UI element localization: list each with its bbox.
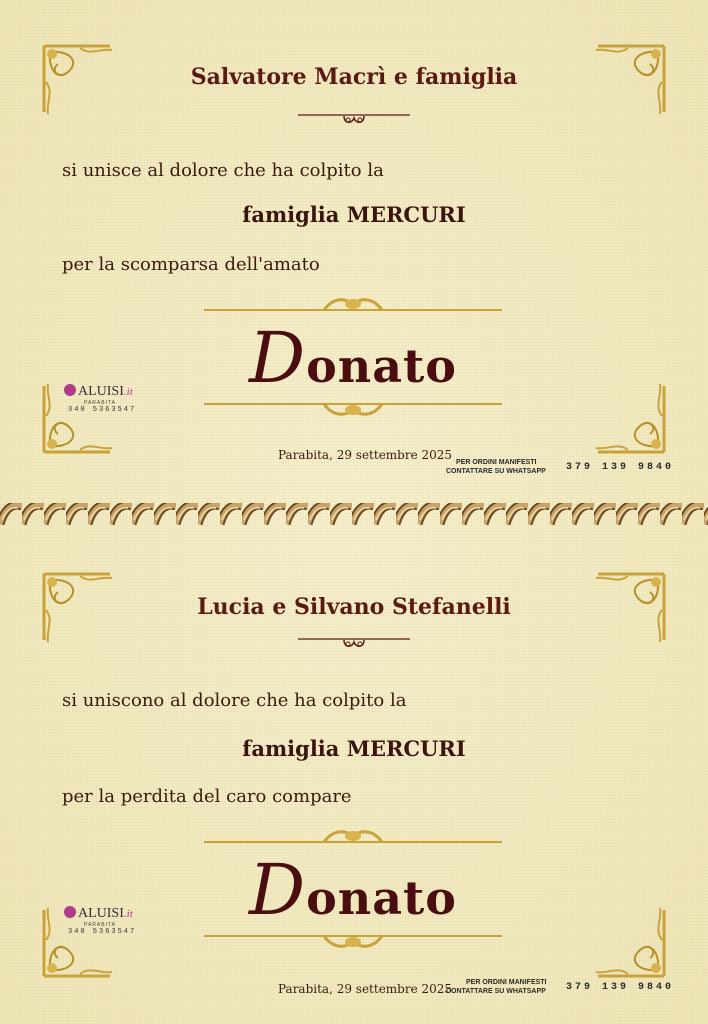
aluisi-logo: ALUISI.it PARABITA 340 5363547 <box>64 906 154 936</box>
sender-name: Salvatore Macrì e famiglia <box>190 64 518 90</box>
sender-name: Lucia e Silvano Stefanelli <box>197 594 511 620</box>
deceased-name: Donato <box>249 317 457 399</box>
message-line-2: per la scomparsa dell'amato <box>62 254 320 275</box>
whatsapp-phone: 379 139 9840 <box>566 462 675 473</box>
scroll-divider-icon <box>298 634 410 652</box>
corner-ornament-icon <box>588 376 668 456</box>
deceased-name-frame <box>204 296 502 416</box>
date-place: Parabita, 29 settembre 2025 <box>278 448 453 462</box>
corner-ornament-icon <box>588 900 668 980</box>
deceased-name: Donato <box>249 849 457 931</box>
message-line-2: per la perdita del caro compare <box>62 786 352 807</box>
message-line-1: si unisce al dolore che ha colpito la <box>62 160 384 181</box>
condolence-card-1 <box>0 0 708 496</box>
date-place: Parabita, 29 settembre 2025 <box>278 982 453 996</box>
family-name: famiglia MERCURI <box>242 202 466 227</box>
rope-chain-icon <box>0 500 708 530</box>
order-info: PER ORDINI MANIFESTI CONTATTARE SU WHATSAPP <box>446 979 547 995</box>
condolence-card-2 <box>0 530 708 1024</box>
message-line-1: si uniscono al dolore che ha colpito la <box>62 690 407 711</box>
family-name: famiglia MERCURI <box>242 736 466 761</box>
logo-mark-icon <box>64 384 76 396</box>
whatsapp-phone: 379 139 9840 <box>566 982 675 993</box>
deceased-name-frame <box>204 828 502 948</box>
scroll-divider-icon <box>298 110 410 128</box>
aluisi-logo: ALUISI.it PARABITA 340 5363547 <box>64 384 154 414</box>
logo-mark-icon <box>64 906 76 918</box>
order-info: PER ORDINI MANIFESTI CONTATTARE SU WHATSAPP <box>446 459 546 475</box>
